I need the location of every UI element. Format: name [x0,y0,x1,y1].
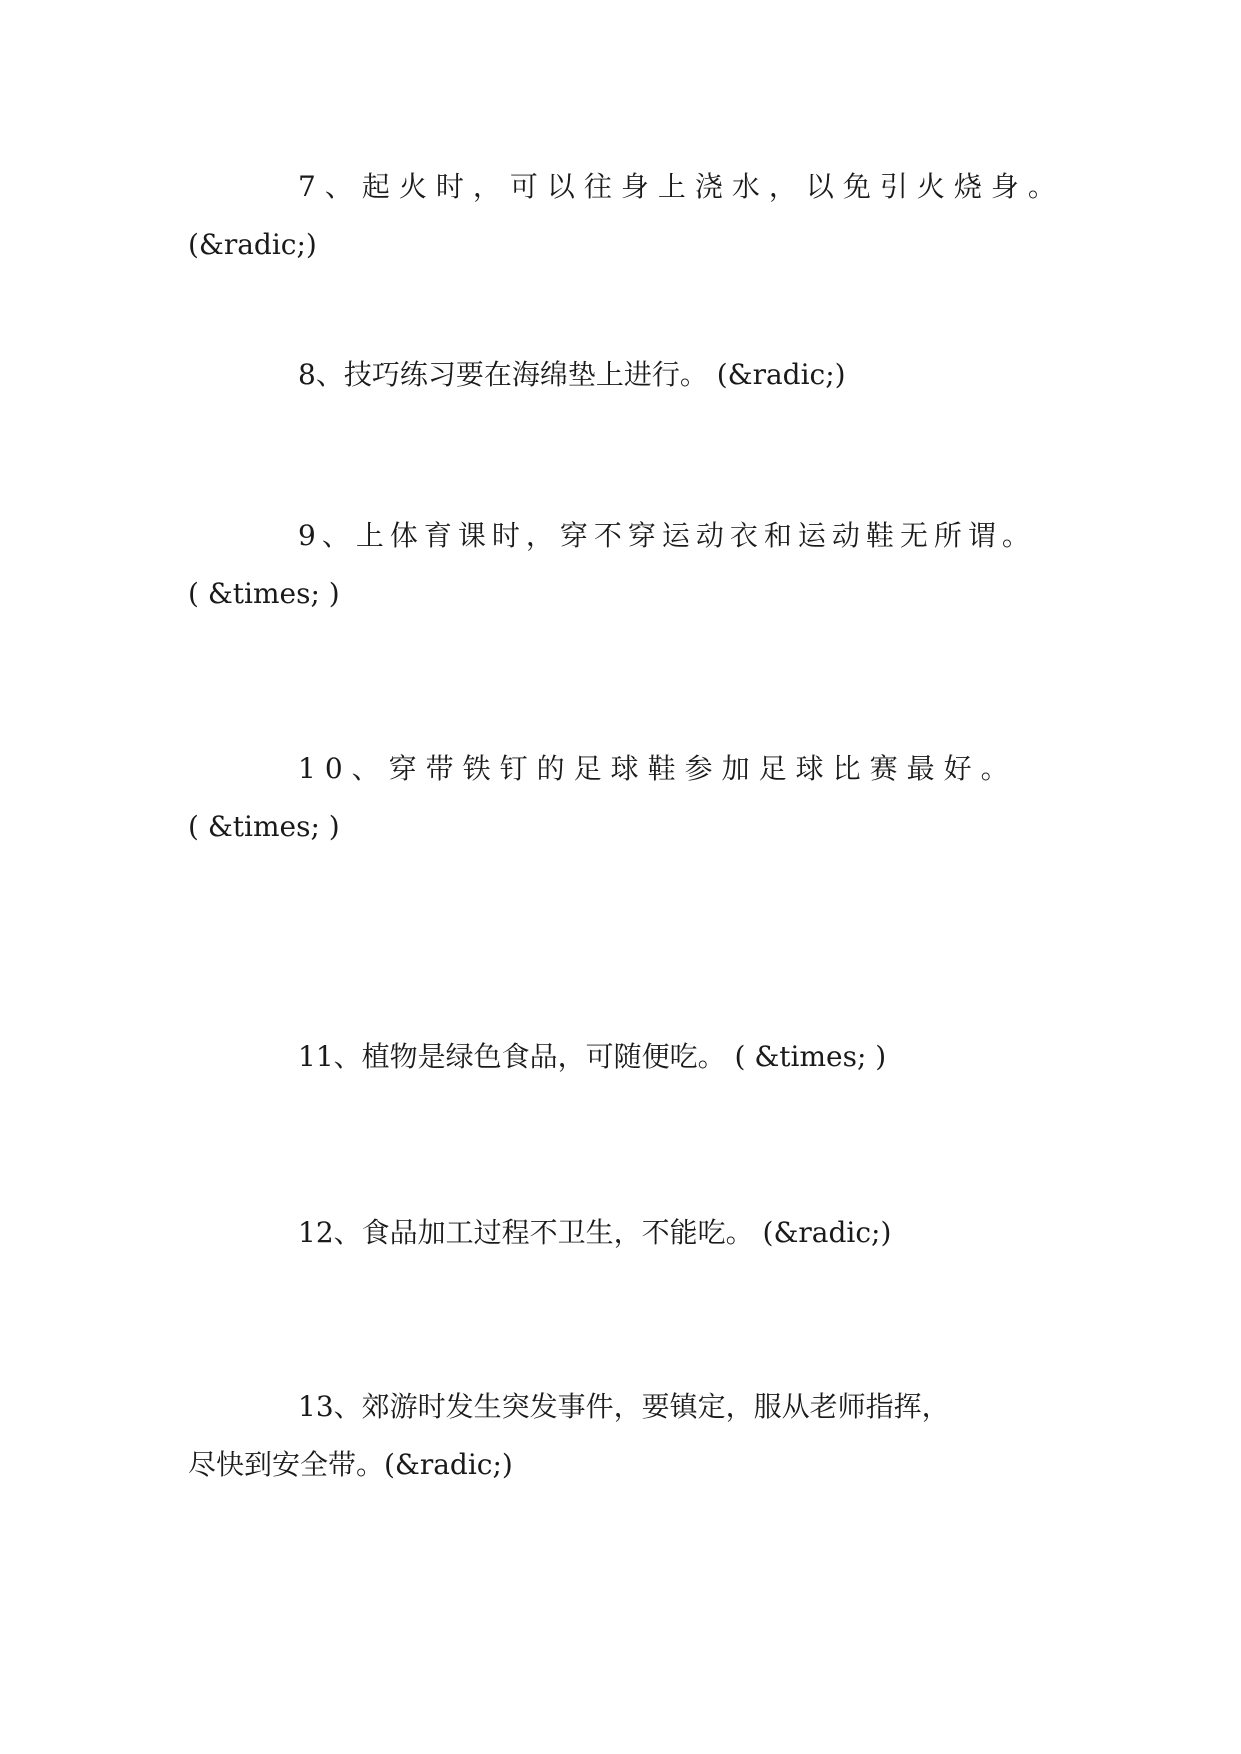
question-7 [188,158,1068,274]
question-12-line-1: 12、食品加工过程不卫生，不能吃。 (&radic;) [298,1216,892,1249]
question-12 [188,1204,1068,1262]
question-13 [188,1378,1068,1494]
question-9 [188,507,1068,623]
question-7-line-2: (&radic;) [188,228,317,261]
question-9-line-1: 9、上体育课时，穿不穿运动衣和运动鞋无所谓。 [298,519,1036,552]
question-8-line-1: 8、技巧练习要在海绵垫上进行。 (&radic;) [298,358,846,391]
question-13-line-2: 尽快到安全带。(&radic;) [188,1448,513,1481]
question-9-line-2: ( &times; ) [188,577,340,610]
question-11 [188,1028,1068,1086]
question-10-line-2: ( &times; ) [188,810,340,843]
question-11-line-1: 11、植物是绿色食品，可随便吃。 ( &times; ) [298,1040,887,1073]
question-8 [188,346,1068,404]
question-13-line-1: 13、郊游时发生突发事件，要镇定，服从老师指挥， [298,1390,950,1423]
question-7-line-1: 7、起火时，可以往身上浇水，以免引火烧身。 [298,170,1065,203]
question-10 [188,740,1068,856]
question-10-line-1: 10、穿带铁钉的足球鞋参加足球比赛最好。 [298,752,1018,785]
